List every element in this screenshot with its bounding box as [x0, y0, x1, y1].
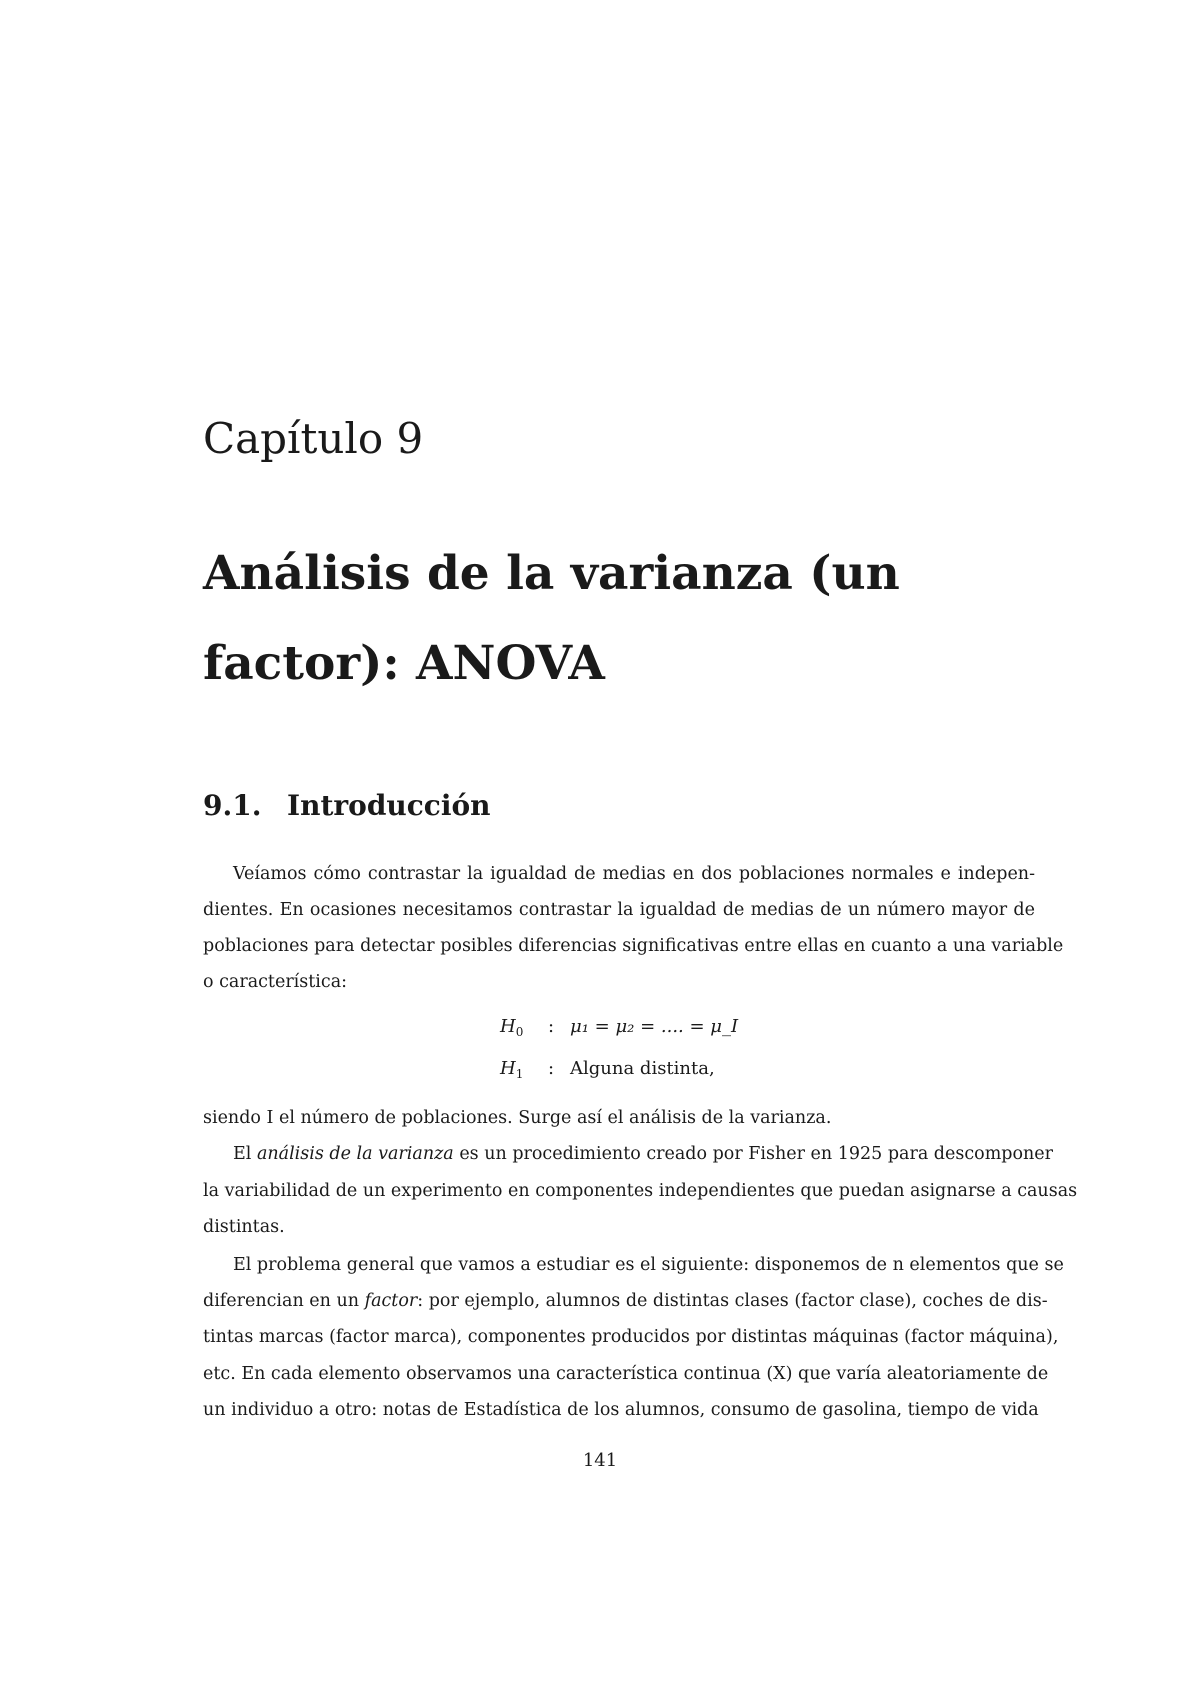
- page-number: 141: [582, 1450, 618, 1471]
- term-analisis-de-la-varianza: análisis de la varianza: [256, 1144, 454, 1164]
- paragraph-1-line-3: poblaciones para detectar posibles diferencias significativas entre ellas en cuanto a una variable: [203, 936, 1064, 956]
- section-number: 9.1.: [203, 789, 262, 822]
- paragraph-3-line-3: distintas.: [203, 1217, 285, 1237]
- paragraph-1-line-2: dientes. En ocasiones necesitamos contrastar la igualdad de medias de un número mayor de: [203, 900, 1035, 920]
- chapter-label: Capítulo 9: [203, 414, 424, 463]
- hypothesis-h1-label: $H_1$: [500, 1058, 524, 1081]
- paragraph-2: siendo I el número de poblaciones. Surge así el análisis de la varianza.: [203, 1108, 832, 1128]
- paragraph-3-line-1: El análisis de la varianza es un procedimiento creado por Fisher en 1925 para descomponer: [233, 1144, 1054, 1164]
- paragraph-3-line-2: la variabilidad de un experimento en componentes independientes que puedan asignarse a causas: [203, 1181, 1078, 1201]
- chapter-title-line-1: Análisis de la varianza (un: [203, 546, 900, 601]
- paragraph-4-line-1: El problema general que vamos a estudiar es el siguiente: disponemos de n elementos que se: [233, 1255, 1064, 1275]
- paragraph-1-line-1: Veíamos cómo contrastar la igualdad de medias en dos poblaciones normales e indepen-: [233, 864, 1035, 884]
- hypothesis-h1-separator: :: [548, 1058, 555, 1079]
- hypothesis-h1-expression: Alguna distinta,: [570, 1058, 715, 1079]
- paragraph-4-line-4: etc. En cada elemento observamos una característica continua (X) que varía aleatoriamente de: [203, 1364, 1049, 1384]
- hypothesis-h0-expression: μ₁ = μ₂ = .... = μ_I: [570, 1016, 739, 1037]
- paragraph-1-line-4: o característica:: [203, 972, 348, 992]
- paragraph-4-line-5: un individuo a otro: notas de Estadística de los alumnos, consumo de gasolina, tiempo de vida: [203, 1400, 1039, 1420]
- chapter-title-line-2: factor): ANOVA: [203, 636, 605, 691]
- paragraph-4-line-3: tintas marcas (factor marca), componentes producidos por distintas máquinas (factor máquina),: [203, 1327, 1059, 1347]
- section-title: Introducción: [287, 789, 491, 822]
- section-heading: [203, 789, 491, 822]
- hypothesis-h0-separator: :: [548, 1016, 555, 1037]
- term-factor: factor: [364, 1291, 418, 1311]
- paragraph-4-line-2: diferencian en un factor: por ejemplo, alumnos de distintas clases (factor clase), coches de dis-: [203, 1291, 1048, 1311]
- hypothesis-h0-label: $H_0$: [500, 1016, 524, 1039]
